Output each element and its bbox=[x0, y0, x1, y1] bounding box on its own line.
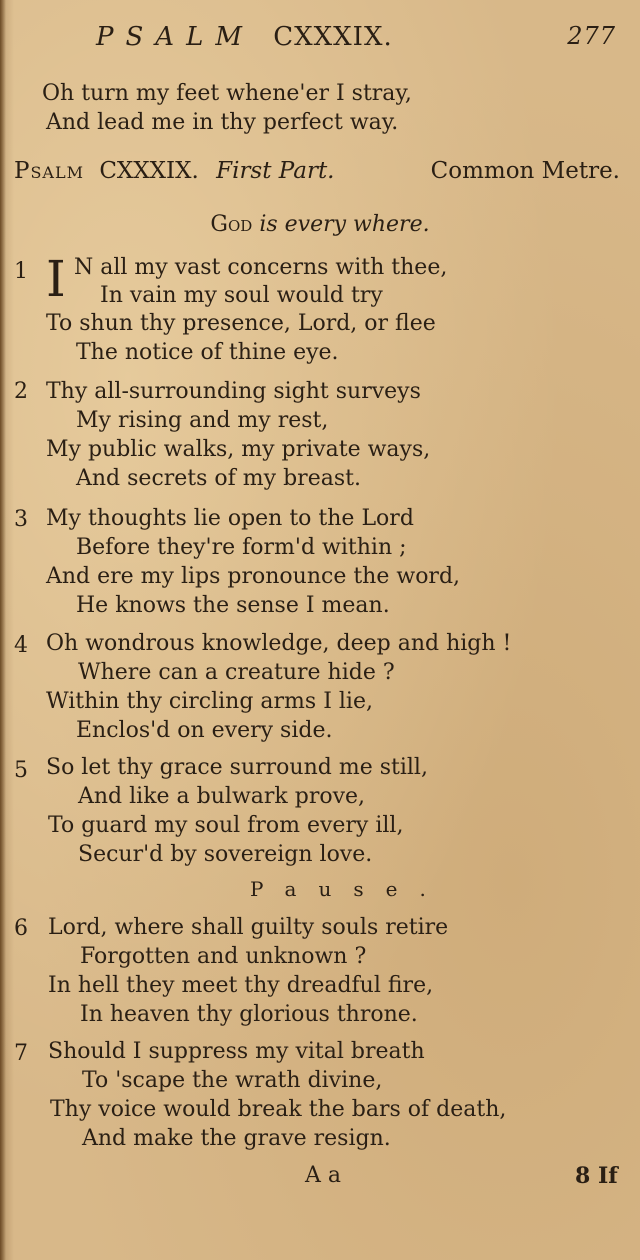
running-head-title: PSALM bbox=[96, 22, 254, 52]
drop-cap: I bbox=[46, 250, 66, 308]
verse-line: In vain my soul would try bbox=[100, 283, 383, 308]
verse-line: And like a bulwark prove, bbox=[78, 784, 366, 809]
verse-number: 7 bbox=[14, 1041, 28, 1066]
verse-line: N all my vast concerns with thee, bbox=[74, 255, 448, 280]
verse-line: And secrets of my breast. bbox=[76, 466, 361, 491]
psalm-part: First Part. bbox=[216, 158, 335, 184]
verse-line: Oh wondrous knowledge, deep and high ! bbox=[46, 631, 512, 656]
verse-line: To 'scape the wrath divine, bbox=[82, 1068, 383, 1093]
catchword: 8 If bbox=[575, 1163, 618, 1189]
psalm-metre: Common Metre. bbox=[430, 158, 620, 184]
verse-line: Should I suppress my vital breath bbox=[48, 1039, 425, 1064]
verse-line: To shun thy presence, Lord, or flee bbox=[46, 311, 436, 336]
printer-signature: A a bbox=[305, 1163, 341, 1188]
verse-line: And ere my lips pronounce the word, bbox=[46, 564, 461, 589]
psalm-number: CXXXIX. bbox=[99, 158, 199, 184]
verse-line: My public walks, my private ways, bbox=[46, 437, 431, 462]
verse-line: And make the grave resign. bbox=[82, 1126, 391, 1151]
verse-line: Thy all-surrounding sight surveys bbox=[46, 379, 421, 404]
verse-line: The notice of thine eye. bbox=[76, 340, 339, 365]
page-gutter-shadow bbox=[0, 0, 6, 1260]
verse-line: Where can a creature hide ? bbox=[78, 660, 395, 685]
verse-number: 5 bbox=[14, 758, 28, 783]
verse-line: My thoughts lie open to the Lord bbox=[46, 506, 414, 531]
verse-number: 4 bbox=[14, 633, 28, 658]
page-number: 277 bbox=[567, 22, 616, 50]
verse-line: Enclos'd on every side. bbox=[76, 718, 333, 743]
verse-line: Within thy circling arms I lie, bbox=[46, 689, 373, 714]
subtitle-rest: is every where. bbox=[259, 212, 430, 237]
psalm-label: Psalm bbox=[14, 158, 84, 184]
verse-line: To guard my soul from every ill, bbox=[48, 813, 404, 838]
subtitle-god: God bbox=[210, 212, 253, 237]
verse-number: 2 bbox=[14, 379, 28, 404]
psalm-subtitle bbox=[0, 212, 640, 237]
verse-line: Thy voice would break the bars of death, bbox=[50, 1097, 507, 1122]
running-head-chapter: CXXXIX. bbox=[273, 22, 393, 52]
psalm-heading bbox=[14, 158, 620, 184]
verse-number: 6 bbox=[14, 916, 28, 941]
previous-psalm-line: Oh turn my feet whene'er I stray, bbox=[42, 81, 412, 106]
verse-line: Secur'd by sovereign love. bbox=[78, 842, 373, 867]
verse-line: So let thy grace surround me still, bbox=[46, 755, 428, 780]
running-head bbox=[96, 22, 616, 58]
verse-line: He knows the sense I mean. bbox=[76, 593, 390, 618]
verse-line: In heaven thy glorious throne. bbox=[80, 1002, 418, 1027]
verse-number: 1 bbox=[14, 259, 28, 284]
verse-line: Forgotten and unknown ? bbox=[80, 944, 367, 969]
verse-line: Before they're form'd within ; bbox=[76, 535, 407, 560]
verse-line: In hell they meet thy dreadful fire, bbox=[48, 973, 434, 998]
previous-psalm-line: And lead me in thy perfect way. bbox=[46, 110, 399, 135]
pause-marker: Pause. bbox=[250, 877, 448, 901]
verse-line: My rising and my rest, bbox=[76, 408, 329, 433]
verse-number: 3 bbox=[14, 507, 28, 532]
verse-line: Lord, where shall guilty souls retire bbox=[48, 915, 449, 940]
